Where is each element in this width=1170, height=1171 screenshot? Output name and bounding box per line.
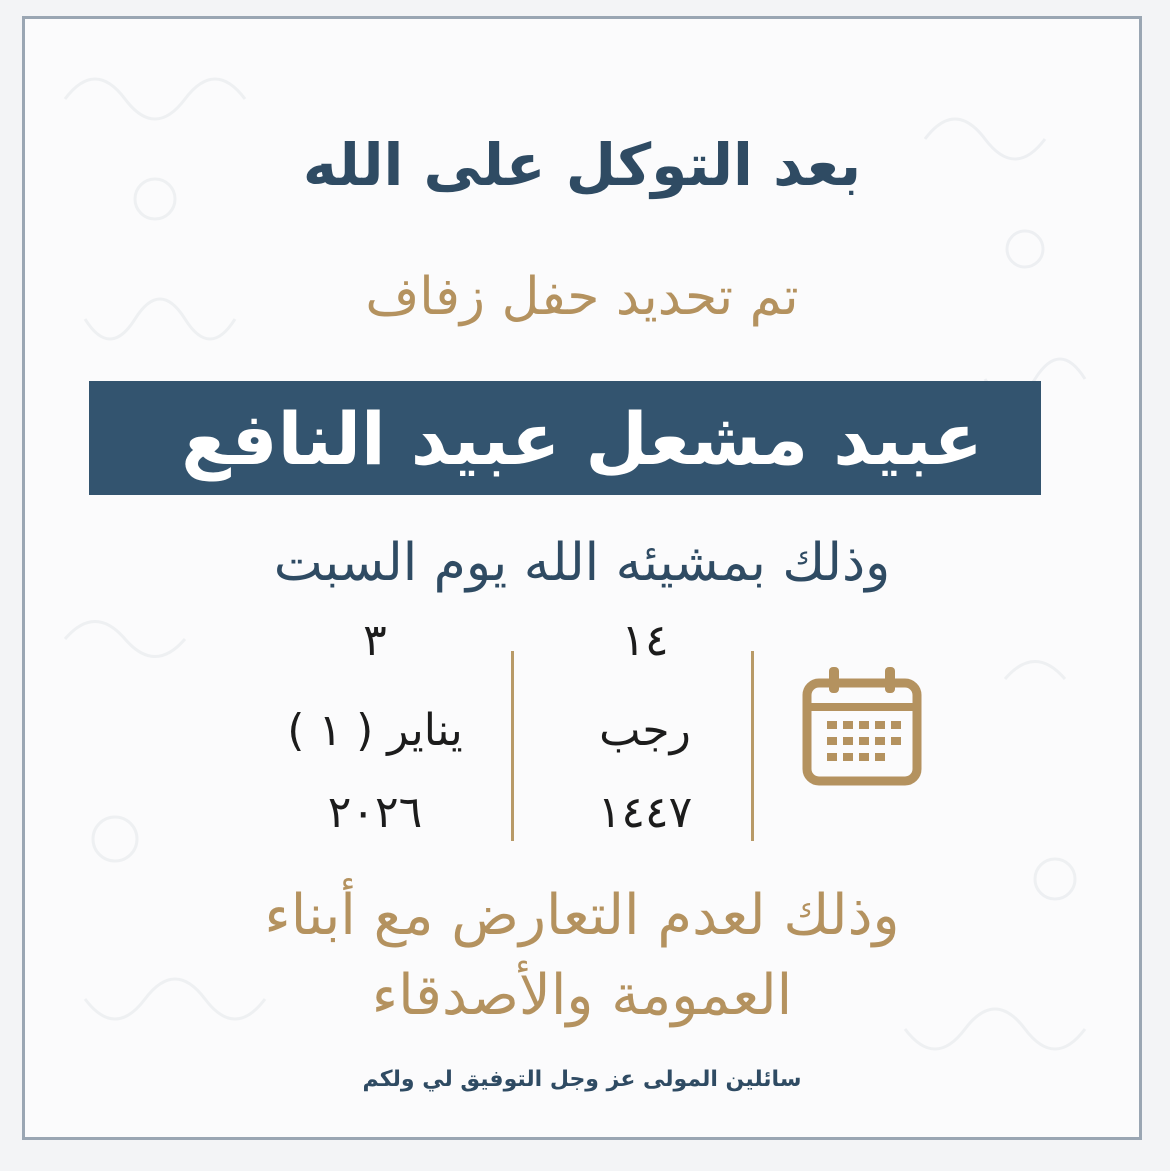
closing-prayer: سائلين المولى عز وجل التوفيق لي ولكم <box>362 1067 802 1092</box>
hijri-month: رجب <box>599 705 691 756</box>
gregorian-date <box>245 615 505 838</box>
calendar-icon <box>801 665 923 787</box>
announcement-line: تم تحديد حفل زفاف <box>365 267 799 327</box>
day-line: وذلك بمشيئه الله يوم السبت <box>273 533 891 593</box>
groom-name: عبيد مشعل عبيد النافع <box>181 397 983 481</box>
hijri-day: ١٤ <box>621 615 669 666</box>
reason-line-1: وذلك لعدم التعارض مع أبناء <box>264 883 900 948</box>
hijri-year: ١٤٤٧ <box>597 787 693 838</box>
gregorian-day: ٣ <box>363 615 387 666</box>
invitation-card <box>22 16 1142 1140</box>
opening-line: بعد التوكل على الله <box>302 131 862 199</box>
hijri-date <box>535 615 755 838</box>
gregorian-month: يناير ( ١ ) <box>287 705 463 756</box>
reason-line-2: العمومة والأصدقاء <box>371 963 793 1028</box>
divider-left <box>511 651 514 841</box>
gregorian-year: ٢٠٢٦ <box>327 787 423 838</box>
